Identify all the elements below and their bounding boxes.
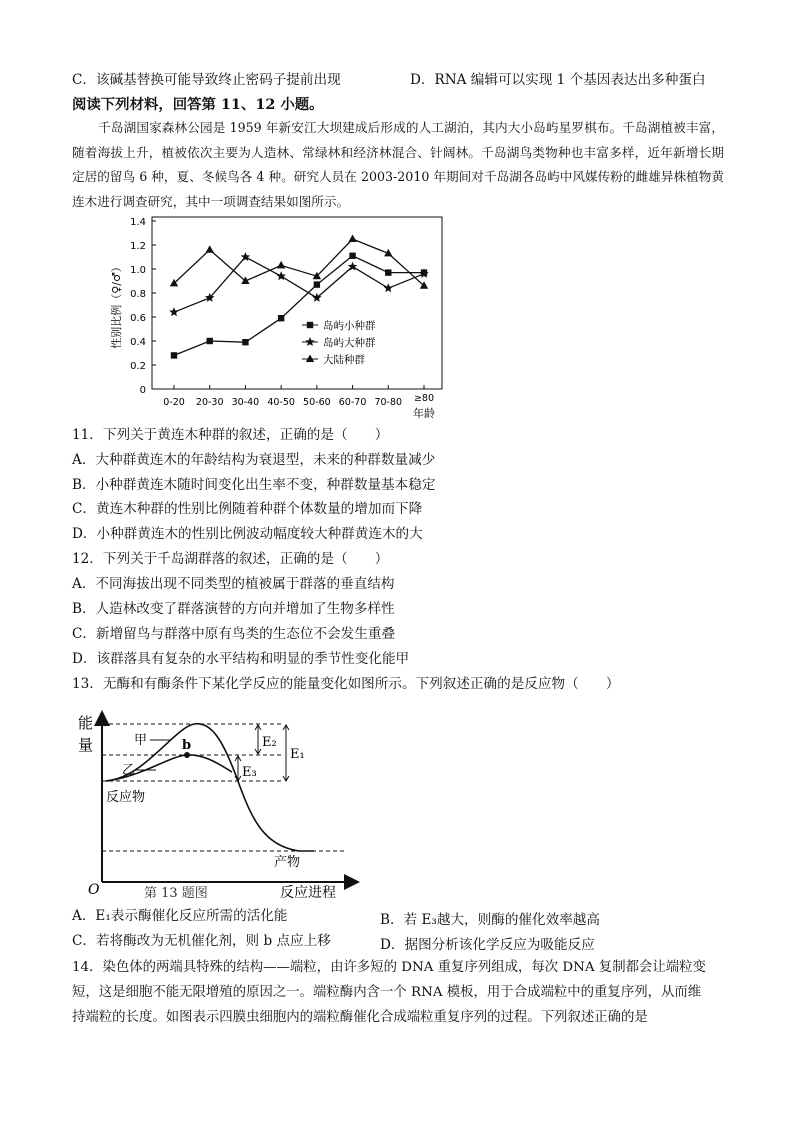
x-tick-label: 20-30 xyxy=(195,397,224,408)
x-tick-label: 30-40 xyxy=(231,397,260,408)
y-tick-label: 0.8 xyxy=(130,289,146,300)
x-tick-label: 60-70 xyxy=(338,397,367,408)
q12-option-b: B．人造林改变了群落演替的方向并增加了生物多样性 xyxy=(72,601,395,617)
x-axis-label: 反应进程 xyxy=(280,885,336,900)
q11-option-a: A．大种群黄连木的年龄结构为衰退型，未来的种群数量减少 xyxy=(72,452,436,468)
q13-option-d: D．据图分析该化学反应为吸能反应 xyxy=(380,937,595,953)
data-point-triangle xyxy=(277,261,285,269)
legend-marker-triangle xyxy=(306,355,314,363)
q13-option-c: C．若将酶改为无机催化剂，则 b 点应上移 xyxy=(72,933,331,949)
reading-heading: 阅读下列材料，回答第 11、12 小题。 xyxy=(72,96,324,113)
data-point-star xyxy=(419,269,429,278)
series-line-star xyxy=(174,257,424,312)
legend-label: 大陆种群 xyxy=(323,354,365,366)
sex-ratio-chart xyxy=(100,214,460,419)
e3-label: E₃ xyxy=(242,765,257,780)
figure-caption: 第 13 题图 xyxy=(144,886,208,900)
q12-stem: 12．下列关于千岛湖群落的叙述，正确的是（ ） xyxy=(72,551,389,567)
data-point-square xyxy=(278,315,284,321)
q11-option-b: B．小种群黄连木随时间变化出生率不变，种群数量基本稳定 xyxy=(72,477,436,493)
q12-option-d: D．该群落具有复杂的水平结构和明显的季节性变化能甲 xyxy=(72,651,410,667)
legend-label: 岛屿小种群 xyxy=(323,320,376,332)
y-tick-label: 0.2 xyxy=(130,361,146,372)
q14-line-3: 持端粒的长度。如图表示四膜虫细胞内的端粒酶催化合成端粒重复序列的过程。下列叙述正确的是 xyxy=(72,1010,648,1025)
q14-line-2: 短，这是细胞不能无限增殖的原因之一。端粒酶内含一个 RNA 模板，用于合成端粒中的重复序列，从而维 xyxy=(72,985,702,1000)
data-point-square xyxy=(349,253,355,259)
material-paragraph xyxy=(72,116,724,214)
point-b-label: b xyxy=(182,738,192,753)
data-point-triangle xyxy=(206,245,214,253)
q11-option-c: C．黄连木种群的性别比例随着种群个体数量的增加而下降 xyxy=(72,501,423,517)
reactant-label: 反应物 xyxy=(106,790,146,805)
q13-option-b: B．若 E₃越大，则酶的催化效率越高 xyxy=(380,912,600,928)
q10-option-d: D．RNA 编辑可以实现 1 个基因表达出多种蛋白 xyxy=(410,72,706,88)
data-point-square xyxy=(242,339,248,345)
product-label: 产物 xyxy=(274,855,301,870)
q10-option-c: C．该碱基替换可能导致终止密码子提前出现 xyxy=(72,72,341,88)
origin-label: O xyxy=(88,882,100,898)
x-axis-label: 年龄 xyxy=(413,407,435,419)
e1-label: E₁ xyxy=(290,747,305,762)
curve-yi-label: 乙 xyxy=(122,763,136,778)
y-axis-label-1: 能 xyxy=(78,714,94,732)
data-point-square xyxy=(207,338,213,344)
y-tick-label: 0 xyxy=(139,385,146,396)
energy-diagram xyxy=(74,704,364,900)
y-axis-label-2: 量 xyxy=(78,736,94,754)
x-tick-label: ≥80 xyxy=(413,393,435,404)
q12-option-a: A．不同海拔出现不同类型的植被属于群落的垂直结构 xyxy=(72,576,395,592)
data-point-triangle xyxy=(348,235,356,243)
data-point-square xyxy=(385,269,391,275)
data-point-square xyxy=(314,281,320,287)
x-tick-label: 0-20 xyxy=(163,397,185,408)
material-text: 千岛湖国家森林公园是 1959 年新安江大坝建成后形成的人工湖泊，其内大小岛屿星罗棋布。千岛湖植被丰富，随着海拔上升，植被依次主要为人造林、常绿林和经济林混合、针阔林。千岛湖鸟类物种也丰富多样，近年新增长期定居的留鸟 6 种，夏、冬候鸟各 4 种。研究人员在 2003-2010 年期间对千岛湖各岛屿中风媒传粉的雌雄异株植物黄连木进行调查研究，其中一项调查结果如图所示。 xyxy=(72,120,724,209)
x-tick-label: 50-60 xyxy=(303,397,331,408)
y-tick-label: 1.0 xyxy=(130,265,146,276)
x-tick-label: 70-80 xyxy=(374,397,403,408)
curve-jia-label: 甲 xyxy=(134,733,148,748)
q13-stem: 13．无酶和有酶条件下某化学反应的能量变化如图所示。下列叙述正确的是反应物（ ） xyxy=(72,676,620,692)
y-tick-label: 1.4 xyxy=(130,217,146,228)
data-point-star xyxy=(384,283,394,292)
data-point-square xyxy=(171,352,177,358)
y-axis-label: 性别比例（♀/♂） xyxy=(110,261,123,349)
y-tick-label: 1.2 xyxy=(130,241,146,252)
e2-label: E₂ xyxy=(262,735,277,750)
data-point-star xyxy=(169,307,179,316)
q13-option-a: A．E₁表示酶催化反应所需的活化能 xyxy=(72,908,288,924)
data-point-star xyxy=(241,252,251,261)
y-tick-label: 0.6 xyxy=(130,313,146,324)
y-tick-label: 0.4 xyxy=(130,337,146,348)
q11-option-d: D．小种群黄连木的性别比例波动幅度较大种群黄连木的大 xyxy=(72,526,423,542)
legend-marker-square xyxy=(307,322,313,328)
q11-stem: 11．下列关于黄连木种群的叙述，正确的是（ ） xyxy=(72,427,389,443)
q12-option-c: C．新增留鸟与群落中原有鸟类的生态位不会发生重叠 xyxy=(72,626,396,642)
x-tick-label: 40-50 xyxy=(267,397,295,408)
legend-label: 岛屿大种群 xyxy=(323,337,376,349)
legend-marker-star xyxy=(305,337,315,346)
q14-line-1: 14．染色体的两端具特殊的结构——端粒，由许多短的 DNA 重复序列组成，每次 DNA 复制都会让端粒变 xyxy=(72,960,706,975)
series-line-triangle xyxy=(174,239,424,286)
